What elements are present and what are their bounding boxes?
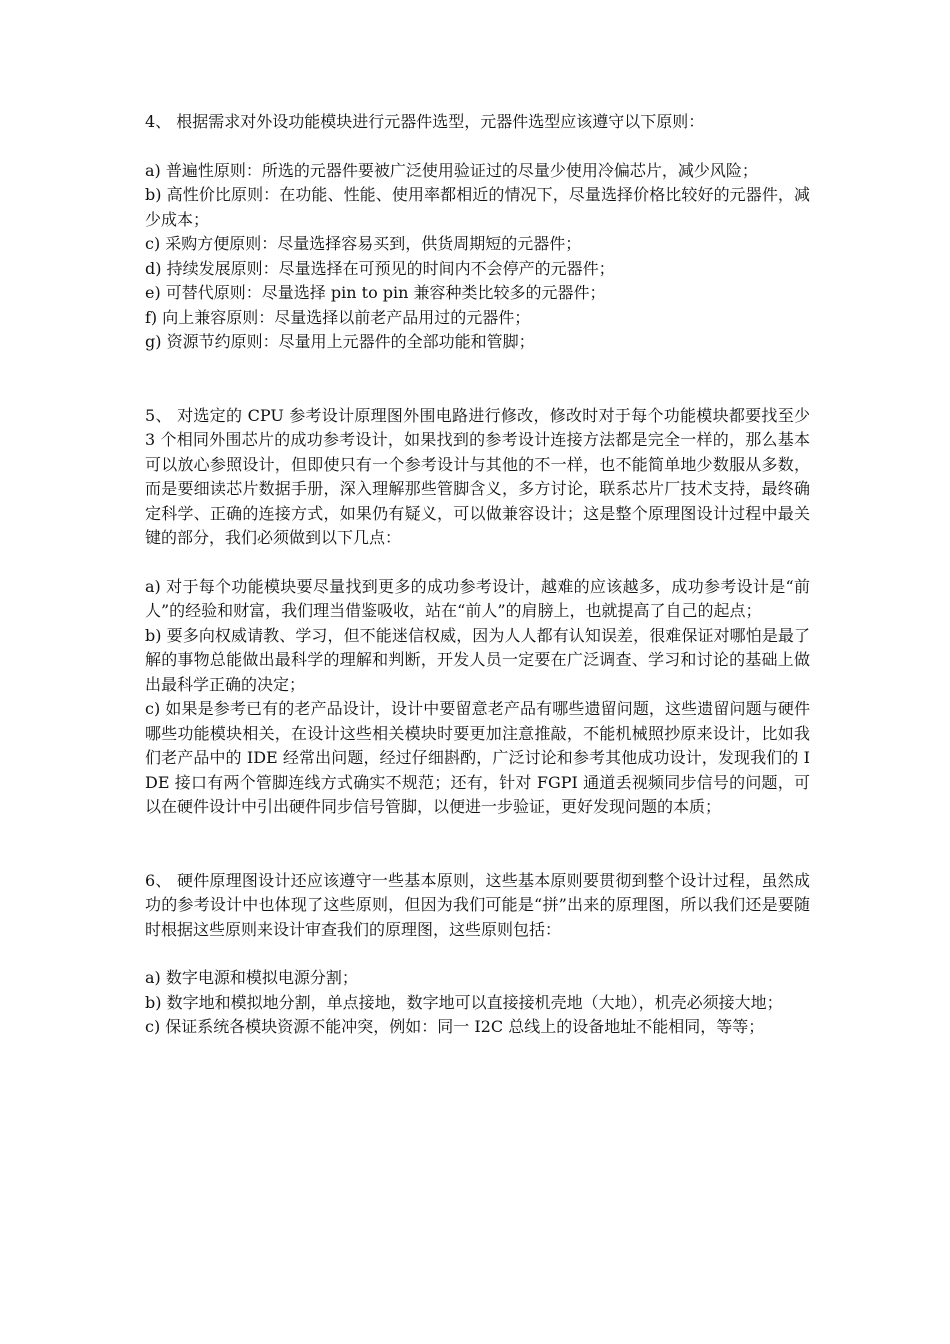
section-5	[145, 404, 810, 820]
section-6	[145, 869, 810, 1040]
document-body	[145, 110, 810, 1040]
list-item: c) 如果是参考已有的老产品设计，设计中要留意老产品有哪些遗留问题，这些遗留问题与硬件哪些功能模块相关，在设计这些相关模块时要更加注意推敲，不能机械照抄原来设计，比如我们老产品中的 IDE 经常出问题，经过仔细斟酌，广泛讨论和参考其他成功设计，发现我们的 IDE 接口有两个管脚连线方式确实不规范；还有，针对 FGPI 通道丢视频同步信号的问题，可以在硬件设计中引出硬件同步信号管脚，以便进一步验证，更好发现问题的本质；	[145, 699, 810, 816]
section-spacer	[145, 355, 810, 404]
list-item: d) 持续发展原则：尽量选择在可预见的时间内不会停产的元器件；	[145, 258, 615, 278]
section-heading: 5、 对选定的 CPU 参考设计原理图外围电路进行修改，修改时对于每个功能模块都要找至少 3 个相同外围芯片的成功参考设计，如果找到的参考设计连接方法都是完全一样的，那么基本可以放心参照设计，但即使只有一个参考设计与其他的不一样，也不能简单地少数服从多数，而是要细读芯片数据手册，深入理解那些管脚含义，多方讨论，联系芯片厂技术支持，最终确定科学、正确的连接方式，如果仍有疑义，可以做兼容设计；这是整个原理图设计过程中最关键的部分，我们必须做到以下几点：	[145, 405, 810, 547]
requirement-list	[145, 575, 810, 820]
principle-list	[145, 159, 810, 355]
list-item: b) 高性价比原则：在功能、性能、使用率都相近的情况下，尽量选择价格比较好的元器件，减少成本；	[145, 185, 810, 229]
list-item: a) 普遍性原则：所选的元器件要被广泛使用验证过的尽量少使用冷偏芯片，减少风险；	[145, 160, 758, 180]
list-item: g) 资源节约原则：尽量用上元器件的全部功能和管脚；	[145, 332, 535, 351]
basic-principle-list	[145, 966, 810, 1040]
section-heading: 6、 硬件原理图设计还应该遵守一些基本原则，这些基本原则要贯彻到整个设计过程，虽然成功的参考设计中也体现了这些原则，但因为我们可能是“拼”出来的原理图，所以我们还是要随时根据这些原则来设计审查我们的原理图，这些原则包括：	[145, 870, 810, 939]
list-item: c) 保证系统各模块资源不能冲突，例如：同一 I2C 总线上的设备地址不能相同，等等；	[145, 1017, 765, 1036]
list-item: e) 可替代原则：尽量选择 pin to pin 兼容种类比较多的元器件；	[145, 283, 606, 302]
section-heading: 4、 根据需求对外设功能模块进行元器件选型，元器件选型应该遵守以下原则：	[145, 112, 705, 131]
list-item: a) 对于每个功能模块要尽量找到更多的成功参考设计，越难的应该越多，成功参考设计是“前人”的经验和财富，我们理当借鉴吸收，站在“前人”的肩膀上，也就提高了自己的起点；	[145, 576, 810, 620]
list-item: c) 采购方便原则：尽量选择容易买到，供货周期短的元器件；	[145, 234, 582, 253]
list-item: f) 向上兼容原则：尽量选择以前老产品用过的元器件；	[145, 307, 531, 327]
list-item: b) 要多向权威请教、学习，但不能迷信权威，因为人人都有认知误差，很难保证对哪怕是最了解的事物总能做出最科学的理解和判断，开发人员一定要在广泛调查、学习和讨论的基础上做出最科学正确的决定；	[145, 625, 810, 694]
list-item: b) 数字地和模拟地分割，单点接地，数字地可以直接接机壳地（大地），机壳必须接大地；	[145, 992, 783, 1012]
list-item: a) 数字电源和模拟电源分割；	[145, 968, 358, 987]
section-spacer	[145, 820, 810, 869]
section-4	[145, 110, 810, 355]
